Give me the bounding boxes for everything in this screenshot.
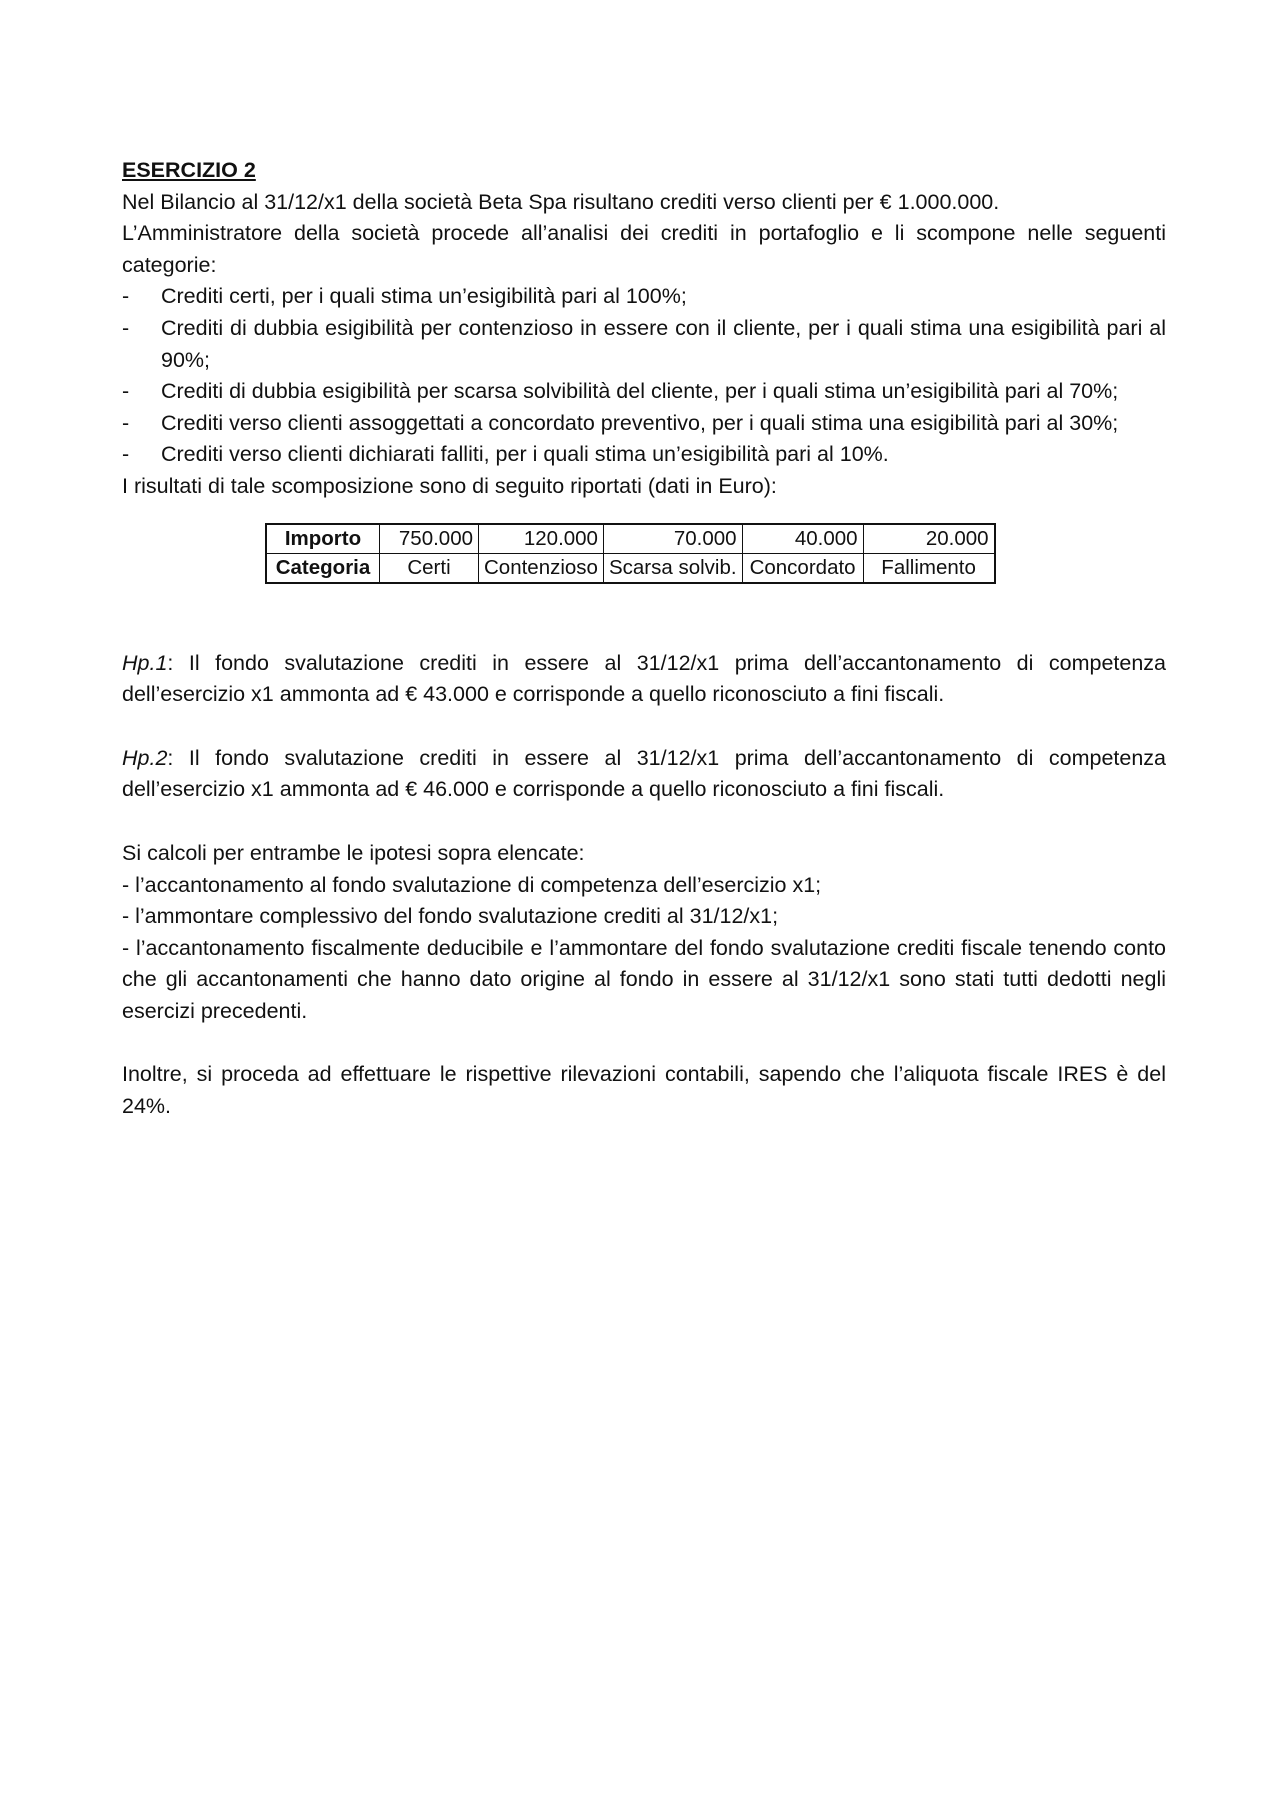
table-cell-amount: 40.000 <box>742 524 863 554</box>
list-item <box>122 313 1166 376</box>
table-cell-amount: 750.000 <box>380 524 479 554</box>
list-item-text: Crediti verso clienti assoggettati a concordato preventivo, per i quali stima una esigibilità pari al 30%; <box>161 410 1119 435</box>
list-item <box>122 281 1166 313</box>
hypothesis-1-text: : Il fondo svalutazione crediti in essere al 31/12/x1 prima dell’accantonamento di competenza dell’esercizio x1 ammonta ad € 43.000 e corrisponde a quello riconosciuto a fini fiscali. <box>122 650 1166 707</box>
table-cell-category: Contenzioso <box>479 553 604 583</box>
calculation-item: - l’accantonamento fiscalmente deducibile e l’ammontare del fondo svalutazione crediti fiscale tenendo conto che gli accantonamenti che hanno dato origine al fondo in essere al 31/12/x1 sono stati tutti dedotti negli esercizi precedenti. <box>122 935 1166 1023</box>
hypothesis-1 <box>122 648 1166 711</box>
calculation-item: - l’ammontare complessivo del fondo svalutazione crediti al 31/12/x1; <box>122 904 779 929</box>
credit-categories-list <box>122 281 1166 471</box>
calculation-item: - l’accantonamento al fondo svalutazione di competenza dell’esercizio x1; <box>122 872 822 897</box>
table-cell-amount: 120.000 <box>479 524 604 554</box>
table-cell-amount: 70.000 <box>603 524 742 554</box>
list-item-text: Crediti di dubbia esigibilità per contenzioso in essere con il cliente, per i quali stima una esigibilità pari al 90%; <box>161 315 1166 372</box>
table-cell-category: Concordato <box>742 553 863 583</box>
dash-bullet: - <box>122 284 130 309</box>
calculation-section <box>122 838 1166 1028</box>
table-cell-category: Certi <box>380 553 479 583</box>
dash-bullet: - <box>122 410 130 435</box>
list-item-text: Crediti verso clienti dichiarati falliti, per i quali stima un’esigibilità pari al 10%. <box>161 442 889 467</box>
breakdown-table-wrapper <box>265 523 1166 584</box>
list-item-text: Crediti certi, per i quali stima un’esigibilità pari al 100%; <box>161 284 687 309</box>
table-row <box>266 524 995 554</box>
hypothesis-2-text: : Il fondo svalutazione crediti in essere al 31/12/x1 prima dell’accantonamento di competenza dell’esercizio x1 ammonta ad € 46.000 e corrisponde a quello riconosciuto a fini fiscali. <box>122 745 1166 802</box>
row-header-importo: Importo <box>266 524 380 554</box>
hypothesis-2 <box>122 743 1166 806</box>
table-cell-amount: 20.000 <box>863 524 995 554</box>
document-page <box>122 155 1166 1123</box>
dash-bullet: - <box>122 379 130 404</box>
final-instruction: Inoltre, si proceda ad effettuare le rispettive rilevazioni contabili, sapendo che l’aliquota fiscale IRES è del 24%. <box>122 1062 1166 1119</box>
row-header-categoria: Categoria <box>266 553 380 583</box>
table-cell-category: Scarsa solvib. <box>603 553 742 583</box>
list-item-text: Crediti di dubbia esigibilità per scarsa solvibilità del cliente, per i quali stima un’esigibilità pari al 70%; <box>161 379 1119 404</box>
calculation-intro: Si calcoli per entrambe le ipotesi sopra elencate: <box>122 840 585 865</box>
hypothesis-1-label: Hp.1 <box>122 650 168 675</box>
hypothesis-2-label: Hp.2 <box>122 745 168 770</box>
list-item <box>122 408 1166 440</box>
table-cell-category: Fallimento <box>863 553 995 583</box>
intro-paragraph-2: L’Amministratore della società procede all’analisi dei crediti in portafoglio e li scompone nelle seguenti categorie: <box>122 221 1166 277</box>
exercise-heading: ESERCIZIO 2 <box>122 158 256 182</box>
intro-paragraph-1: Nel Bilancio al 31/12/x1 della società Beta Spa risultano crediti verso clienti per € 1.000.000. <box>122 189 1000 214</box>
results-intro: I risultati di tale scomposizione sono di seguito riportati (dati in Euro): <box>122 473 777 498</box>
table-row <box>266 553 995 583</box>
list-item <box>122 376 1166 408</box>
dash-bullet: - <box>122 442 130 467</box>
dash-bullet: - <box>122 315 130 340</box>
breakdown-table <box>265 523 996 584</box>
list-item <box>122 439 1166 471</box>
